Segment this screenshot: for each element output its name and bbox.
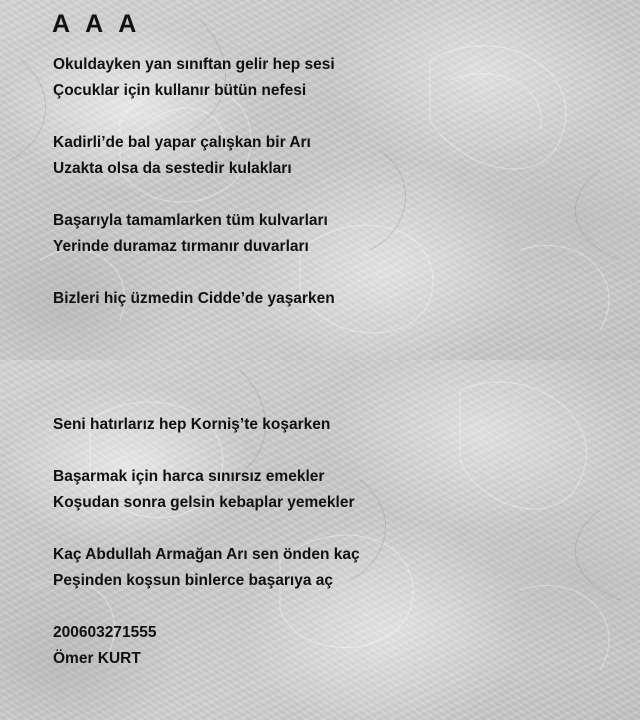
poem-line: Peşinden koşsun binlerce başarıya aç <box>53 572 333 589</box>
poem-title: A A A <box>52 10 142 38</box>
poem-date-code: 200603271555 <box>53 624 157 641</box>
poem-line: Kaç Abdullah Armağan Arı sen önden kaç <box>53 546 360 563</box>
poem-line: Kadirli’de bal yapar çalışkan bir Arı <box>53 134 311 151</box>
poem-line: Okuldayken yan sınıftan gelir hep sesi <box>53 56 335 73</box>
poem-line: Başarıyla tamamlarken tüm kulvarları <box>53 212 328 229</box>
poem-line: Başarmak için harca sınırsız emekler <box>53 468 325 485</box>
poem-line: Seni hatırlarız hep Korniş’te koşarken <box>53 416 331 433</box>
poem-line: Bizleri hiç üzmedin Cidde’de yaşarken <box>53 290 335 307</box>
poem-line: Çocuklar için kullanır bütün nefesi <box>53 82 307 99</box>
poem-line: Yerinde duramaz tırmanır duvarları <box>53 238 309 255</box>
poem-author: Ömer KURT <box>53 650 141 667</box>
poem-line: Koşudan sonra gelsin kebaplar yemekler <box>53 494 355 511</box>
poem-page-bottom <box>0 360 640 720</box>
poem-line: Uzakta olsa da sestedir kulakları <box>53 160 292 177</box>
